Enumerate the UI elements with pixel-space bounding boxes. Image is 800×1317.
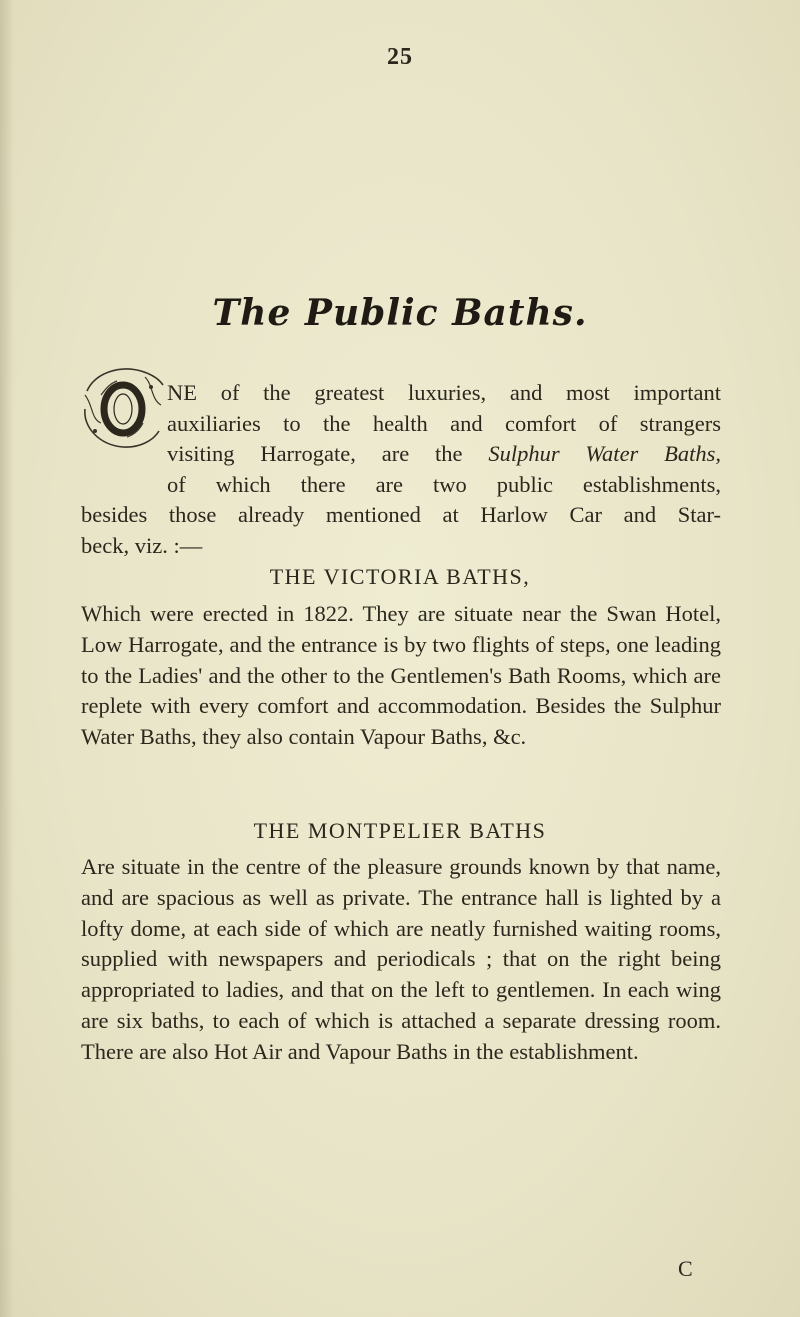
page-heading: The Public Baths. (212, 292, 588, 334)
montpelier-title: THE MONTPELIER BATHS (253, 818, 547, 843)
victoria-title: THE VICTORIA BATHS, (269, 564, 531, 589)
victoria-paragraph: Which were erected in 1822. They are situate near the Swan Hotel, Low Harrogate, and the entrance is by two flights of steps, one leading to the Ladies' and the other to the Gentlemen's Bath Rooms, which are replete with every comfort and accommodation. Besides the Sulphur Water Baths, they also contain Vapour Baths, &c. (81, 601, 721, 750)
intro-italic-term: Sulphur Water Baths, (488, 441, 721, 467)
montpelier-paragraph: Are situate in the centre of the pleasure grounds known by that name, and are spacious as well as private. The entrance hall is lighted by a lofty dome, at each side of which are neatly furnished waiting rooms, supplied with newspapers and periodicals ; that on the right being appropriated to ladies, and that on the left to gentlemen. In each wing are six baths, to each of which is attached a separate dressing room. There are also Hot Air and Vapour Baths in the establishment. (81, 854, 721, 1064)
intro-line (81, 439, 721, 470)
intro-paragraph (81, 378, 721, 562)
intro-line: of which there are two public establishments, (167, 471, 721, 497)
page-number: 25 (387, 44, 413, 70)
intro-line: NE of the greatest luxuries, and most important (167, 380, 721, 405)
signature-mark: C (678, 1256, 693, 1281)
intro-line-part: visiting Harrogate, are the (167, 441, 463, 467)
intro-line: beck, viz. :— (81, 532, 203, 558)
intro-line: besides those already mentioned at Harlow Car and Star- (81, 502, 721, 528)
intro-line: auxiliaries to the health and comfort of strangers (167, 410, 721, 436)
page-gutter-shadow (0, 0, 14, 1317)
